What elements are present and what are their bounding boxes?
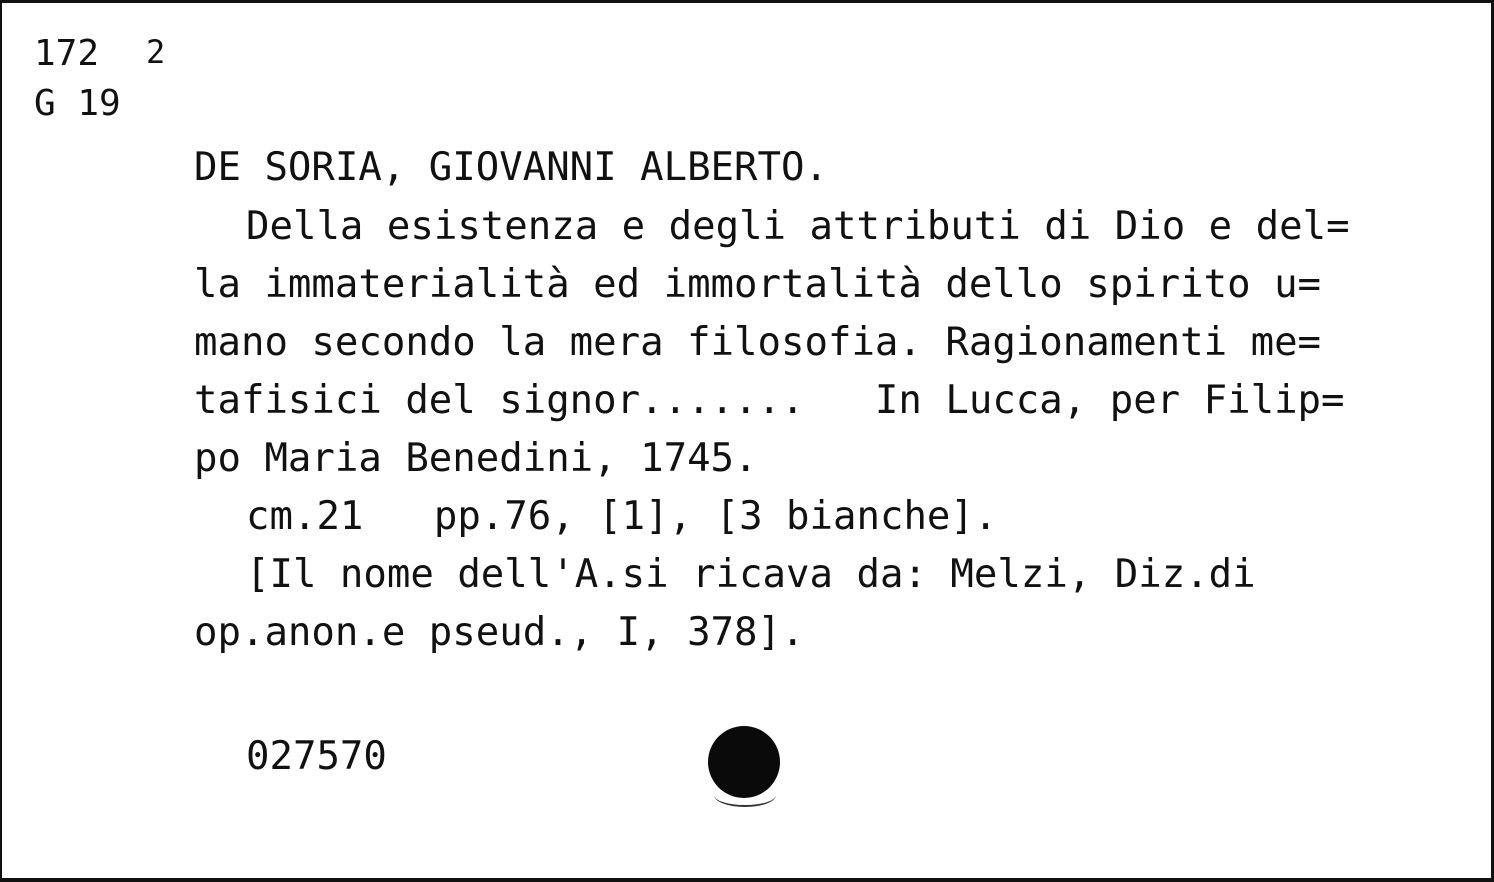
title-line: la immaterialità ed immortalità dello spirito u= (194, 262, 1322, 307)
note-line: op.anon.e pseud., I, 378]. (194, 610, 805, 655)
call-number-line1: 172 (34, 33, 100, 74)
title-line: po Maria Benedini, 1745. (194, 436, 758, 481)
title-line: Della esistenza e degli attributi di Dio e del= (246, 204, 1350, 249)
note-line: [Il nome dell'A.si ricava da: Melzi, Diz.di (246, 552, 1256, 597)
call-number-superscript: 2 (146, 33, 166, 71)
title-line: mano secondo la mera filosofia. Ragionamenti me= (194, 320, 1322, 365)
author-heading: DE SORIA, GIOVANNI ALBERTO. (194, 145, 828, 190)
card-body (194, 198, 1474, 662)
collation-line: cm.21 pp.76, [1], [3 bianche]. (246, 494, 998, 539)
punch-hole-shadow (714, 783, 776, 807)
title-line: tafisici del signor....... In Lucca, per Filip= (194, 378, 1345, 423)
accession-number: 027570 (246, 734, 387, 779)
call-number-line2: G 19 (34, 83, 121, 124)
call-number (34, 29, 166, 129)
